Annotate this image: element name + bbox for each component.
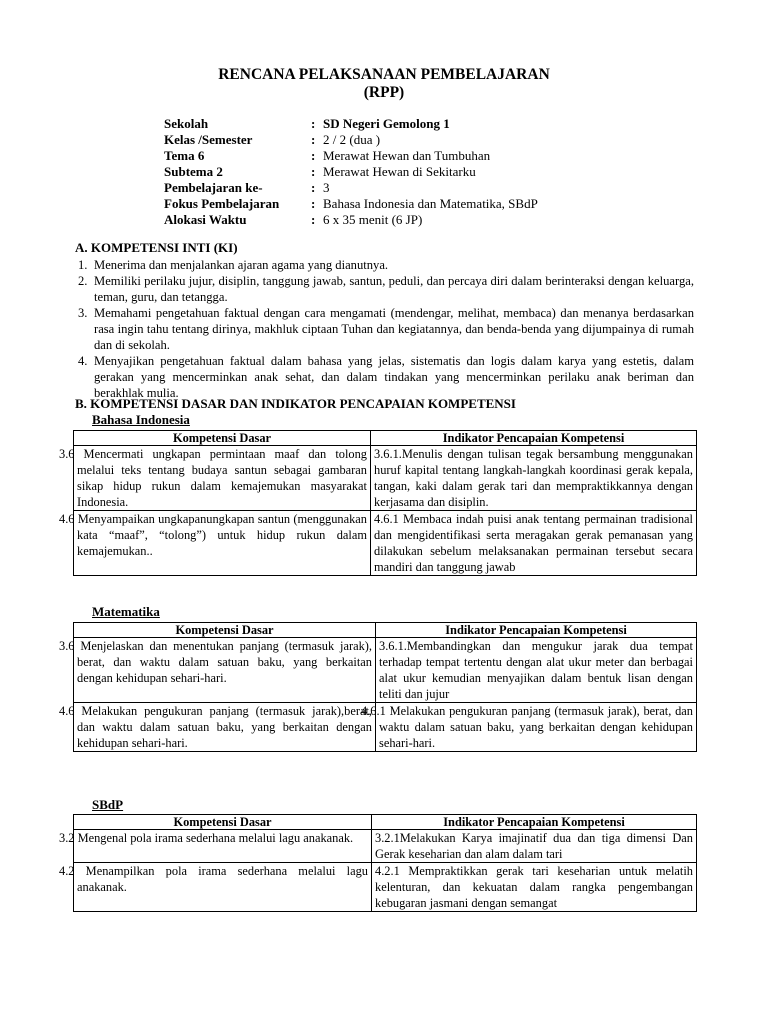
info-value: SD Negeri Gemolong 1	[323, 116, 450, 131]
ipk-cell: 3.2.1Melakukan Karya imajinatif dua dan tiga dimensi Dan Gerak keseharian dan alam dalam tari	[372, 830, 697, 863]
info-separator: :	[311, 164, 316, 179]
list-item	[78, 273, 694, 305]
table-row	[74, 446, 697, 511]
info-value: Bahasa Indonesia dan Matematika, SBdP	[323, 196, 538, 211]
section-b-heading: B. KOMPETENSI DASAR DAN INDIKATOR PENCAPAIAN KOMPETENSI	[75, 396, 516, 411]
list-number: 3.	[78, 306, 88, 320]
info-row-subtema	[164, 164, 538, 180]
list-item	[78, 305, 694, 353]
list-text: Menyajikan pengetahuan faktual dalam bahasa yang jelas, sistematis dan logis dalam karya yang estetis, dalam gerakan yang mencerminkan anak sehat, dan dalam tindakan yang mencerminkan perilaku anak beriman dan berakhlak mulia.	[94, 354, 694, 400]
info-separator: :	[311, 212, 316, 227]
table-row	[74, 703, 697, 752]
list-text: Memiliki perilaku jujur, disiplin, tanggung jawab, santun, peduli, dan percaya diri dalam berinteraksi dengan keluarga, teman, guru, dan tetangga.	[94, 274, 694, 304]
table-row	[74, 830, 697, 863]
list-number: 2.	[78, 274, 88, 288]
ipk-cell: 4.6.1 Membaca indah puisi anak tentang permainan tradisional dan mengidentifikasi serta meragakan gerak pemanasan yang dilakukan sebelum melaksanakan permainan tersebut secara mandiri dan tanggung jawab	[371, 511, 697, 576]
identity-block	[164, 116, 538, 228]
info-label: Kelas /Semester	[164, 132, 253, 147]
info-value: 6 x 35 menit (6 JP)	[323, 212, 423, 227]
info-separator: :	[311, 116, 316, 131]
ki-list	[78, 257, 694, 401]
list-text: Memahami pengetahuan faktual dengan cara mengamati (mendengar, melihat, membaca) dan menanya berdasarkan rasa ingin tahu tentang dirinya, makhluk ciptaan Tuhan dan kegiatannya, dan benda-benda yang dijumpainya di rumah dan di sekolah.	[94, 306, 694, 352]
column-header-kd: Kompetensi Dasar	[74, 623, 376, 638]
info-row-kelas	[164, 132, 538, 148]
info-label: Subtema 2	[164, 164, 223, 179]
info-label: Fokus Pembelajaran	[164, 196, 280, 211]
kd-cell: 3.2 Mengenal pola irama sederhana melalui lagu anakanak.	[74, 830, 372, 863]
table-row	[74, 511, 697, 576]
info-separator: :	[311, 196, 316, 211]
table-header-row	[74, 431, 697, 446]
table-header-row	[74, 815, 697, 830]
info-row-pembelajaran	[164, 180, 538, 196]
table-row	[74, 638, 697, 703]
info-label: Alokasi Waktu	[164, 212, 247, 227]
ipk-cell: 4.6.1 Melakukan pengukuran panjang (termasuk jarak), berat, dan waktu dalam satuan baku, yang berkaitan dengan kehidupan sehari-hari.	[376, 703, 697, 752]
column-header-ipk: Indikator Pencapaian Kompetensi	[371, 431, 697, 446]
kd-cell: 4.6 Melakukan pengukuran panjang (termasuk jarak),berat, dan waktu dalam satuan baku, yang berkaitan dengan kehidupan sehari-hari.	[74, 703, 376, 752]
info-row-sekolah	[164, 116, 538, 132]
info-row-tema	[164, 148, 538, 164]
info-separator: :	[311, 180, 316, 195]
info-row-alokasi	[164, 212, 538, 228]
section-a-heading: A. KOMPETENSI INTI (KI)	[75, 240, 238, 255]
list-number: 4.	[78, 354, 88, 368]
info-value: 2 / 2 (dua )	[323, 132, 381, 147]
info-value: Merawat Hewan di Sekitarku	[323, 164, 476, 179]
kd-table-sbdp	[59, 814, 697, 912]
kd-table-bahasa	[59, 430, 697, 576]
list-item	[78, 257, 694, 273]
kd-cell: 3.6 Menjelaskan dan menentukan panjang (termasuk jarak), berat, dan waktu dalam satuan baku, yang berkaitan dengan kehidupan sehari-hari.	[74, 638, 376, 703]
list-item	[78, 353, 694, 401]
ipk-cell: 3.6.1.Membandingkan dan mengukur jarak dua tempat terhadap tempat tertentu dengan alat ukur meter dan berbagai alat ukur kemudian menyajikan dalam bentuk lisan dengan teliti dan jujur	[376, 638, 697, 703]
kd-cell: 4.6 Menyampaikan ungkapanungkapan santun (menggunakan kata “maaf”, “tolong”) untuk hidup rukun dalam kemajemukan..	[74, 511, 371, 576]
document-title: RENCANA PELAKSANAAN PEMBELAJARAN	[218, 66, 550, 83]
ipk-cell: 4.2.1 Mempraktikkan gerak tari keseharian untuk melatih kelenturan, dan kekuatan dalam rangka pengembangan kebugaran jasmani dengan semangat	[372, 863, 697, 912]
column-header-kd: Kompetensi Dasar	[74, 815, 372, 830]
column-header-ipk: Indikator Pencapaian Kompetensi	[376, 623, 697, 638]
info-label: Tema 6	[164, 148, 205, 163]
info-label: Pembelajaran ke-	[164, 180, 263, 195]
info-separator: :	[311, 148, 316, 163]
info-row-fokus	[164, 196, 538, 212]
kd-table-matematika	[59, 622, 697, 752]
info-label: Sekolah	[164, 116, 209, 131]
kd-cell: 3.6 Mencermati ungkapan permintaan maaf dan tolong melalui teks tentang budaya santun sebagai gambaran sikap hidup rukun dalam kemajemukan masyarakat Indonesia.	[74, 446, 371, 511]
column-header-kd: Kompetensi Dasar	[74, 431, 371, 446]
kd-cell: 4.2 Menampilkan pola irama sederhana melalui lagu anakanak.	[74, 863, 372, 912]
subject-heading-bahasa: Bahasa Indonesia	[92, 412, 190, 427]
info-value: 3	[323, 180, 330, 195]
subject-heading-matematika: Matematika	[92, 604, 160, 619]
list-number: 1.	[78, 258, 88, 272]
info-value: Merawat Hewan dan Tumbuhan	[323, 148, 491, 163]
ipk-cell: 3.6.1.Menulis dengan tulisan tegak bersambung menggunakan huruf kapital tentang langkah-langkah koordinasi gerak kepala, tangan, kaki dalam gerak tari dan mempraktikkannya dengan kerjasama dan disiplin.	[371, 446, 697, 511]
subject-heading-sbdp: SBdP	[92, 797, 124, 812]
column-header-ipk: Indikator Pencapaian Kompetensi	[372, 815, 697, 830]
table-row	[74, 863, 697, 912]
info-separator: :	[311, 132, 316, 147]
table-header-row	[74, 623, 697, 638]
list-text: Menerima dan menjalankan ajaran agama yang dianutnya.	[94, 258, 389, 272]
document-subtitle: (RPP)	[363, 84, 405, 101]
